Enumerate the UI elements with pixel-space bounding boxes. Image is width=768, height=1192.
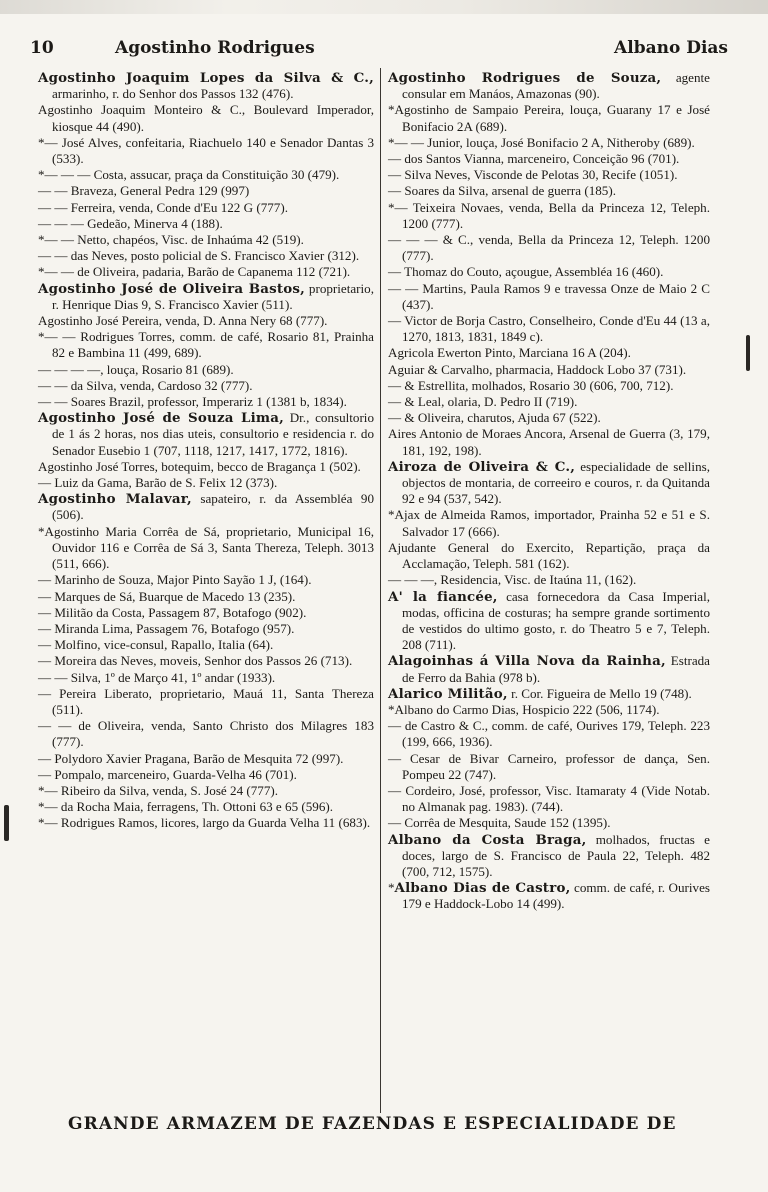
directory-entry [388,410,710,426]
entry-text: — Luiz da Gama, Barão de S. Felix 12 (373). [38,475,278,491]
directory-entry [38,767,374,783]
directory-entry [38,459,374,475]
header-right-title: Albano Dias [614,38,728,58]
entry-text: — Molfino, vice-consul, Rapallo, Italia (64). [38,637,274,653]
directory-entry [38,313,374,329]
directory-entry [388,183,710,199]
directory-entry [388,540,710,572]
directory-entry [38,491,374,523]
entry-marker: * [388,701,395,717]
entry-marker: * [38,815,45,831]
entry-text: — Corrêa de Mesquita, Saude 152 (1395). [388,815,611,831]
entry-name: Agostinho Rodrigues de Souza, [388,70,662,86]
directory-entry [388,459,710,508]
entry-marker: * [38,264,45,280]
directory-entry [388,70,710,102]
entry-text: Agostinho José Pereira, venda, D. Anna Nery 68 (777). [38,313,328,329]
entry-text: Agostinho Joaquim Monteiro & C., Boulevard Imperador, kiosque 44 (490). [38,102,374,134]
entry-text: — — — Gedeão, Minerva 4 (188). [38,215,223,231]
entry-name: A' la fiancée, [388,588,498,605]
directory-entry [38,653,374,669]
directory-entry [38,394,374,410]
directory-entry [38,410,374,459]
directory-entry [388,345,710,361]
entry-text: — Ribeiro da Silva, venda, S. José 24 (777). [44,782,279,798]
entry-text: — Soares da Silva, arsenal de guerra (185). [388,183,616,199]
entry-text: — Polydoro Xavier Pragana, Barão de Mesquita 72 (997). [38,750,344,766]
entry-text: Dr., consultorio de 1 ás 2 horas, nos dias uteis, consultorio e residencia r. do Senador Eusebio 1 (707, 1118, 1217, 1417, 1772, 1816). [52,410,374,458]
entry-text: — Victor de Borja Castro, Conselheiro, Conde d'Eu 44 (13 a, 1270, 1813, 1831, 1849 c). [388,313,710,345]
directory-entry [388,200,710,232]
directory-entry [38,378,374,394]
entry-marker: * [388,199,395,215]
directory-entry [388,313,710,345]
entry-text: Ajax de Almeida Ramos, importador, Prainha 52 e 51 e S. Salvador 17 (666). [394,507,710,539]
directory-entry [38,248,374,264]
entry-text: — & Oliveira, charutos, Ajuda 67 (522). [388,410,601,426]
entry-text: — — da Silva, venda, Cardoso 32 (777). [38,377,253,393]
entry-marker: * [38,232,45,248]
left-column [38,70,374,832]
entry-text: — José Alves, confeitaria, Riachuelo 140 e Senador Dantas 3 (533). [44,134,374,167]
directory-entry [388,378,710,394]
directory-entry [38,475,374,491]
entry-text: Aguiar & Carvalho, pharmacia, Haddock Lobo 37 (731). [388,361,687,377]
entry-text: — — Martins, Paula Ramos 9 e travessa Onze de Maio 2 C (437). [388,280,710,312]
directory-entry [388,167,710,183]
entry-text: Agostinho de Sampaio Pereira, louça, Guarany 17 e José Bonifacio 2A (689). [394,102,710,134]
entry-marker: * [388,102,395,118]
directory-entry [38,167,374,183]
page-number: 10 [30,38,54,58]
directory-entry [388,394,710,410]
directory-entry [38,102,374,134]
directory-entry [388,686,710,702]
entry-name: Agostinho José de Souza Lima, [38,410,284,427]
directory-entry [388,880,710,912]
directory-entry [38,329,374,361]
entry-text: Albano do Carmo Dias, Hospicio 222 (506, 1174). [394,701,660,717]
entry-text: armarinho, r. do Senhor dos Passos 132 (476). [52,86,294,102]
footer-advertisement: GRANDE ARMAZEM DE FAZENDAS E ESPECIALIDADE DE [68,1114,677,1134]
entry-name: Airoza de Oliveira & C., [388,458,576,475]
entry-text: — Marinho de Souza, Major Pinto Sayão 1 J, (164). [38,572,312,588]
entry-marker: * [38,799,45,815]
entry-text: comm. de café, r. Ourives 179 e Haddock-Lobo 14 (499). [402,880,711,912]
entry-marker: * [38,134,45,150]
entry-text: molhados, fructas e doces, largo de S. Francisco de Paula 22, Teleph. 482 (700, 712, 1575). [402,831,710,879]
entry-text: — — das Neves, posto policial de S. Francisco Xavier (312). [38,248,360,264]
directory-entry [38,70,374,102]
entry-text: — — — Costa, assucar, praça da Constituição 30 (479). [44,167,340,183]
directory-entry [38,686,374,718]
directory-entry [38,216,374,232]
directory-entry [388,832,710,881]
entry-text: — & Estrellita, molhados, Rosario 30 (606, 700, 712). [388,377,674,393]
entry-text: — Cordeiro, José, professor, Visc. Itamaraty 4 (Vide Notab. no Almanak pag. 1983). (744). [388,782,710,815]
scan-artifact [4,805,9,841]
entry-marker: * [388,880,395,896]
entry-text: especialidade de sellins, objectos de montaria, de correeiro e couros, r. da Quitanda 92 e 94 (537, 542). [402,458,710,507]
directory-entry [388,232,710,264]
entry-text: sapateiro, r. da Assembléa 90 (506). [52,491,374,523]
entry-text: casa fornecedora da Casa Imperial, modas, officina de costuras; ha sempre grande sortimento de vestidos do ultimo gosto, r. do Theatro 5 e 7, Teleph. 208 (711). [402,588,711,653]
entry-text: — Miranda Lima, Passagem 76, Botafogo (957). [38,620,295,636]
header-left-title: Agostinho Rodrigues [115,38,315,58]
entry-text: — — Netto, chapéos, Visc. de Inhaúma 42 (519). [44,232,304,248]
entry-text: — Pompalo, marceneiro, Guarda-Velha 46 (701). [38,766,297,782]
directory-entry [388,362,710,378]
entry-text: — Pereira Liberato, proprietario, Mauá 11, Santa Thereza (511). [38,685,374,717]
directory-entry [38,621,374,637]
entry-name: Alarico Militão, [388,685,508,702]
entry-marker: * [38,329,45,345]
entry-text: r. Cor. Figueira de Mello 19 (748). [511,685,692,701]
directory-entry [388,426,710,458]
directory-entry [38,718,374,750]
running-header [30,38,728,62]
entry-text: — Silva Neves, Visconde de Pelotas 30, Recife (1051). [388,167,678,183]
directory-entry [38,264,374,280]
entry-marker: * [38,167,45,183]
entry-text: — Marques de Sá, Buarque de Macedo 13 (235). [38,588,296,604]
entry-text: Agricola Ewerton Pinto, Marciana 16 A (204). [388,345,631,361]
entry-text: — de Castro & C., comm. de café, Ourives 179, Teleph. 223 (199, 666, 1936). [388,718,710,750]
entry-text: — — — & C., venda, Bella da Princeza 12, Teleph. 1200 (777). [388,232,710,264]
entry-text: — — de Oliveira, venda, Santo Christo dos Milagres 183 (777). [38,718,374,750]
scan-artifact [746,335,750,371]
entry-marker: * [38,782,45,798]
directory-entry [38,751,374,767]
directory-entry [388,281,710,313]
entry-text: agente consular em Manáos, Amazonas (90). [402,70,710,102]
entry-text: — — de Oliveira, padaria, Barão de Capanema 112 (721). [44,264,351,280]
directory-entry [38,605,374,621]
column-divider [380,68,381,1113]
directory-entry [388,264,710,280]
directory-entry [388,135,710,151]
directory-entry [38,281,374,313]
entry-text: — — Rodrigues Torres, comm. de café, Rosario 81, Prainha 82 e Bambina 11 (499, 689). [44,329,374,361]
directory-entry [388,572,710,588]
entry-text: Agostinho Maria Corrêa de Sá, proprietario, Municipal 16, Ouvidor 116 e Corrêa de Sá 3, Santa Thereza, Teleph. 3013 (511, 666). [44,523,374,572]
entry-marker: * [388,134,395,150]
entry-name: Agostinho José de Oliveira Bastos, [38,280,305,297]
entry-name: Albano Dias de Castro, [394,880,571,897]
directory-entry [38,135,374,167]
entry-text: proprietario, r. Henrique Dias 9, S. Francisco Xavier (511). [52,280,374,312]
directory-entry [38,183,374,199]
directory-entry [38,637,374,653]
directory-entry [38,232,374,248]
directory-entry [38,783,374,799]
entry-name: Agostinho Joaquim Lopes da Silva & C., [38,70,374,86]
directory-entry [38,524,374,573]
directory-entry [388,718,710,750]
directory-entry [388,507,710,539]
entry-text: — Teixeira Novaes, venda, Bella da Princeza 12, Teleph. 1200 (777). [394,199,710,231]
entry-name: Alagoinhas á Villa Nova da Rainha, [388,653,666,670]
directory-entry [388,815,710,831]
entry-text: — — Silva, 1º de Março 41, 1º andar (1933). [38,669,276,685]
directory-entry [38,799,374,815]
entry-text: — Cesar de Bivar Carneiro, professor de dança, Sen. Pompeu 22 (747). [388,750,710,782]
directory-entry [388,151,710,167]
entry-text: — — Soares Brazil, professor, Imperariz 1 (1381 b, 1834). [38,394,347,410]
entry-text: — dos Santos Vianna, marceneiro, Conceição 96 (701). [388,151,680,167]
directory-entry [388,751,710,783]
entry-text: — — — —, louça, Rosario 81 (689). [38,361,234,377]
entry-text: — — —, Residencia, Visc. de Itaúna 11, (162). [388,572,637,588]
directory-entry [38,815,374,831]
directory-entry [38,200,374,216]
entry-text: — & Leal, olaria, D. Pedro II (719). [388,394,578,410]
entry-name: Agostinho Malavar, [38,491,192,508]
entry-text: Ajudante General do Exercito, Repartição, praça da Acclamação, Teleph. 581 (162). [388,539,710,572]
directory-entry [388,589,710,654]
directory-entry [38,362,374,378]
directory-entry [38,589,374,605]
directory-entry [38,572,374,588]
entry-name: Albano da Costa Braga, [388,831,587,848]
entry-text: Aires Antonio de Moraes Ancora, Arsenal de Guerra (3, 179, 181, 192, 198). [388,426,710,458]
directory-entry [388,702,710,718]
directory-entry [388,653,710,685]
entry-marker: * [38,523,45,539]
scan-edge [0,0,768,14]
directory-entry [38,670,374,686]
entry-text: — Militão da Costa, Passagem 87, Botafogo (902). [38,604,307,620]
directory-entry [388,783,710,815]
entry-text: — Moreira das Neves, moveis, Senhor dos Passos 26 (713). [38,653,353,669]
entry-text: — Rodrigues Ramos, licores, largo da Guarda Velha 11 (683). [44,815,371,831]
entry-text: — — Junior, louça, José Bonifacio 2 A, Nitheroby (689). [394,134,695,150]
entry-text: Estrada de Ferro da Bahia (978 b). [402,653,710,685]
directory-entry [388,102,710,134]
entry-text: — da Rocha Maia, ferragens, Th. Ottoni 63 e 65 (596). [44,799,334,815]
entry-text: — — Ferreira, venda, Conde d'Eu 122 G (777). [38,199,288,215]
right-column [388,70,710,913]
entry-text: Agostinho José Torres, botequim, becco de Bragança 1 (502). [38,458,361,474]
entry-marker: * [388,507,395,523]
entry-text: — — Braveza, General Pedra 129 (997) [38,183,250,199]
entry-text: — Thomaz do Couto, açougue, Assembléa 16 (460). [388,264,664,280]
